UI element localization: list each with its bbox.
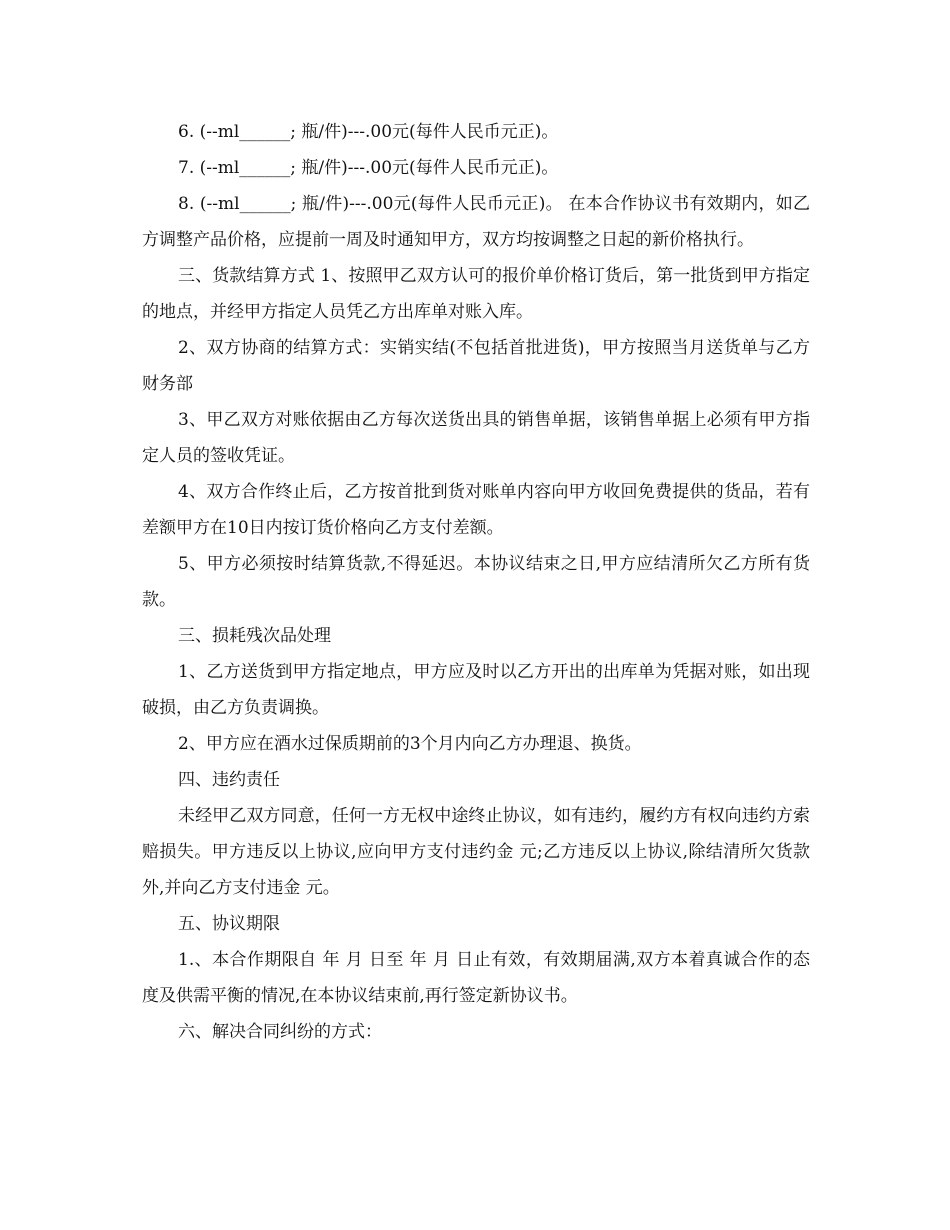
reconciliation-clause: 3、甲乙双方对账依据由乙方每次送货出具的销售单据，该销售单据上必须有甲方指定人员的签收凭证。 (142, 410, 810, 466)
breach-liability-clause: 未经甲乙双方同意，任何一方无权中途终止协议，如有违约，履约方有权向违约方索赔损失。甲方违反以上协议,应向甲方支付违约金 元;乙方违反以上协议,除结清所欠货款外,并向乙方支付违金 元。 (142, 806, 810, 898)
payment-settlement-clause: 三、货款结算方式 1、按照甲乙双方认可的报价单价格订货后，第一批货到甲方指定的地点，并经甲方指定人员凭乙方出库单对账入库。 (142, 266, 810, 322)
document-body (142, 114, 810, 1050)
damaged-goods-clause-2: 2、甲方应在酒水过保质期前的3个月内向乙方办理退、换货。 (178, 734, 642, 754)
settlement-method-clause: 2、双方协商的结算方式：实销实结(不包括首批进货)，甲方按照当月送货单与乙方财务部 (142, 338, 810, 394)
section-heading-term: 五、协议期限 (178, 914, 280, 934)
section-heading-dispute: 六、解决合同纠纷的方式： (178, 1022, 382, 1042)
price-item-8: 8. (--ml______; 瓶/件)---.00元(每件人民币元正)。 在本合作协议书有效期内，如乙方调整产品价格，应提前一周及时通知甲方，双方均按调整之日起的新价格执行。 (142, 194, 810, 250)
price-item-6: 6. (--ml______; 瓶/件)---.00元(每件人民币元正)。 (178, 122, 559, 142)
price-item-7: 7. (--ml______; 瓶/件)---.00元(每件人民币元正)。 (178, 158, 559, 178)
agreement-term-clause: 1.、本合作期限自 年 月 日至 年 月 日止有效，有效期届满,双方本着真诚合作的态度及供需平衡的情况,在本协议结束前,再行签定新协议书。 (142, 950, 810, 1006)
timely-payment-clause: 5、甲方必须按时结算货款,不得延迟。本协议结束之日,甲方应结清所欠乙方所有货款。 (142, 554, 810, 610)
section-heading-breach: 四、违约责任 (178, 770, 280, 790)
section-heading-damaged-goods: 三、损耗残次品处理 (178, 626, 331, 646)
termination-return-clause: 4、双方合作终止后，乙方按首批到货对账单内容向甲方收回免费提供的货品，若有差额甲方在10日内按订货价格向乙方支付差额。 (142, 482, 810, 538)
damaged-goods-clause-1: 1、乙方送货到甲方指定地点，甲方应及时以乙方开出的出库单为凭据对账，如出现破损，由乙方负责调换。 (142, 662, 810, 718)
